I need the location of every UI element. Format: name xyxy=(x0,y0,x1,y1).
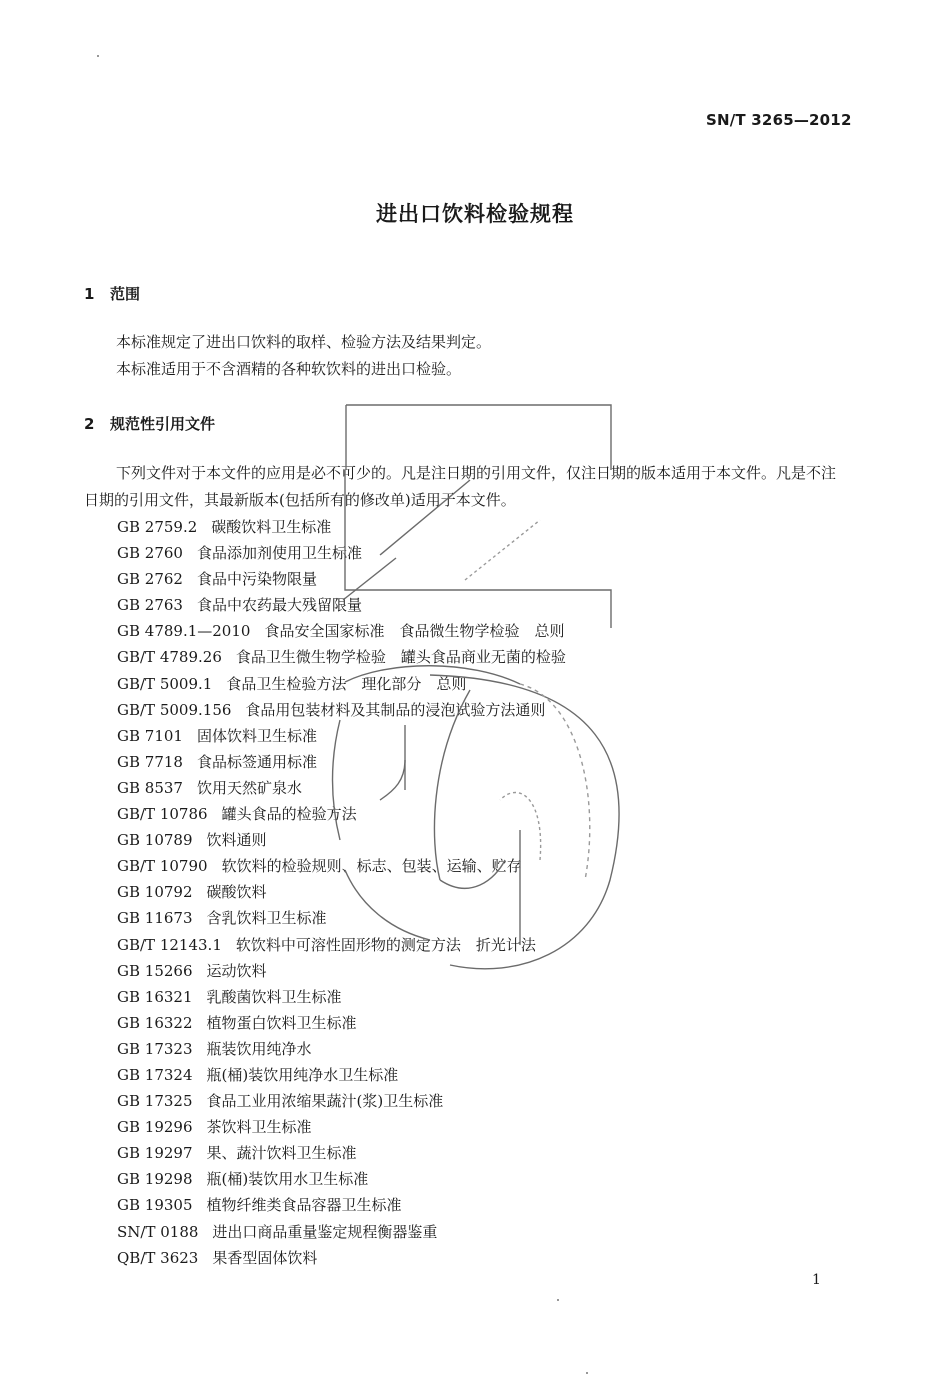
reference-title: 食品卫生检验方法 理化部分 总则 xyxy=(226,674,467,693)
reference-code: GB 10789 xyxy=(117,831,193,850)
reference-code: GB 2762 xyxy=(117,570,183,589)
reference-item xyxy=(117,723,837,749)
reference-item xyxy=(117,1192,837,1218)
reference-code: GB 16321 xyxy=(117,987,193,1006)
reference-code: QB/T 3623 xyxy=(117,1248,199,1267)
reference-item xyxy=(117,566,837,592)
reference-code: GB 7718 xyxy=(117,752,183,771)
reference-code: GB 15266 xyxy=(117,961,193,980)
reference-item xyxy=(117,1088,837,1114)
section-1-title: 范围 xyxy=(110,285,141,303)
reference-item xyxy=(117,1245,837,1271)
reference-code: GB/T 5009.1 xyxy=(117,674,213,693)
reference-item xyxy=(117,958,837,984)
reference-code: GB 16322 xyxy=(117,1013,193,1032)
section-1-paragraph: 本标准规定了进出口饮料的取样、检验方法及结果判定。 xyxy=(116,333,492,351)
reference-code: GB 8537 xyxy=(117,778,183,797)
reference-code: GB 19297 xyxy=(117,1144,193,1163)
reference-code: GB 11673 xyxy=(117,909,193,928)
reference-item xyxy=(117,1114,837,1140)
reference-item xyxy=(117,749,837,775)
reference-item xyxy=(117,827,837,853)
reference-item xyxy=(117,671,837,697)
section-2-heading xyxy=(84,413,215,434)
reference-title: 食品安全国家标准 食品微生物学检验 总则 xyxy=(264,622,565,641)
scan-speck xyxy=(586,1372,588,1374)
reference-item xyxy=(117,514,837,540)
reference-title: 瓶(桶)装饮用水卫生标准 xyxy=(206,1170,369,1189)
reference-item xyxy=(117,1219,837,1245)
reference-title: 植物纤维类食品容器卫生标准 xyxy=(206,1196,402,1215)
reference-code: GB/T 12143.1 xyxy=(117,935,222,954)
reference-code: GB 17325 xyxy=(117,1092,193,1111)
reference-code: GB/T 5009.156 xyxy=(117,700,232,719)
reference-code: GB/T 10790 xyxy=(117,857,208,876)
scan-speck xyxy=(557,1299,559,1301)
section-2-intro-text: 下列文件对于本文件的应用是必不可少的。凡是注日期的引用文件，仅注日期的版本适用于本文件。凡是不注日期的引用文件，其最新版本(包括所有的修改单)适用于本文件。 xyxy=(84,464,837,509)
reference-title: 食品中农药最大残留限量 xyxy=(196,596,362,615)
reference-item xyxy=(117,1166,837,1192)
reference-title: 乳酸菌饮料卫生标准 xyxy=(206,987,342,1006)
reference-title: 食品标签通用标准 xyxy=(196,752,317,771)
reference-code: GB 4789.1—2010 xyxy=(117,622,251,641)
reference-title: 果香型固体饮料 xyxy=(212,1248,318,1267)
reference-title: 食品工业用浓缩果蔬汁(浆)卫生标准 xyxy=(206,1092,444,1111)
reference-item xyxy=(117,984,837,1010)
reference-title: 含乳饮料卫生标准 xyxy=(206,909,327,928)
reference-title: 茶饮料卫生标准 xyxy=(206,1118,312,1137)
reference-title: 饮料通则 xyxy=(206,831,267,850)
reference-item xyxy=(117,1140,837,1166)
reference-item xyxy=(117,932,837,958)
reference-title: 食品用包装材料及其制品的浸泡试验方法通则 xyxy=(245,700,546,719)
reference-title: 食品卫生微生物学检验 罐头食品商业无菌的检验 xyxy=(235,648,566,667)
reference-list xyxy=(117,514,837,1271)
reference-title: 罐头食品的检验方法 xyxy=(221,805,357,824)
reference-title: 植物蛋白饮料卫生标准 xyxy=(206,1013,357,1032)
section-1-paragraph: 本标准适用于不含酒精的各种软饮料的进出口检验。 xyxy=(116,360,462,378)
reference-code: GB 7101 xyxy=(117,726,183,745)
reference-code: GB 2759.2 xyxy=(117,518,198,536)
document-title: 进出口饮料检验规程 xyxy=(376,202,574,226)
reference-code: GB 17324 xyxy=(117,1065,193,1084)
reference-title: 进出口商品重量鉴定规程衡器鉴重 xyxy=(212,1222,438,1241)
reference-title: 碳酸饮料 xyxy=(206,883,267,902)
section-2-title: 规范性引用文件 xyxy=(110,415,216,433)
reference-item xyxy=(117,1062,837,1088)
section-2-number: 2 xyxy=(84,415,95,433)
reference-code: GB 19305 xyxy=(117,1196,193,1215)
section-1-heading xyxy=(84,283,140,304)
reference-item xyxy=(117,853,837,879)
reference-title: 运动饮料 xyxy=(206,961,267,980)
reference-code: GB 10792 xyxy=(117,883,193,902)
reference-title: 软饮料中可溶性固形物的测定方法 折光计法 xyxy=(235,935,536,954)
reference-item xyxy=(117,905,837,931)
reference-item xyxy=(117,540,837,566)
reference-title: 果、蔬汁饮料卫生标准 xyxy=(206,1144,357,1163)
reference-code: GB/T 10786 xyxy=(117,805,208,824)
reference-item xyxy=(117,1036,837,1062)
section-2-intro xyxy=(84,460,849,514)
reference-code: GB 17323 xyxy=(117,1039,193,1058)
reference-code: GB 19296 xyxy=(117,1118,193,1137)
reference-title: 食品中污染物限量 xyxy=(196,570,317,589)
reference-item xyxy=(117,592,837,618)
reference-item xyxy=(117,879,837,905)
reference-item xyxy=(117,801,837,827)
section-1-number: 1 xyxy=(84,285,95,303)
section-1-body xyxy=(84,329,849,383)
reference-item xyxy=(117,775,837,801)
reference-item xyxy=(117,618,837,644)
reference-title: 瓶(桶)装饮用纯净水卫生标准 xyxy=(206,1065,399,1084)
reference-title: 饮用天然矿泉水 xyxy=(196,778,302,797)
reference-code: GB/T 4789.26 xyxy=(117,648,222,667)
reference-code: GB 2763 xyxy=(117,596,183,615)
reference-item xyxy=(117,697,837,723)
reference-code: SN/T 0188 xyxy=(117,1222,199,1241)
reference-code: GB 2760 xyxy=(117,544,183,563)
reference-title: 固体饮料卫生标准 xyxy=(196,726,317,745)
scan-speck xyxy=(97,55,99,57)
reference-title: 瓶装饮用纯净水 xyxy=(206,1039,312,1058)
standard-number: SN/T 3265—2012 xyxy=(706,111,852,129)
reference-item xyxy=(117,644,837,670)
reference-code: GB 19298 xyxy=(117,1170,193,1189)
reference-item xyxy=(117,1010,837,1036)
reference-title: 食品添加剂使用卫生标准 xyxy=(196,544,362,563)
reference-title: 软饮料的检验规则、标志、包装、运输、贮存 xyxy=(221,857,522,876)
page-number: 1 xyxy=(812,1272,821,1288)
reference-title: 碳酸饮料卫生标准 xyxy=(211,518,332,536)
